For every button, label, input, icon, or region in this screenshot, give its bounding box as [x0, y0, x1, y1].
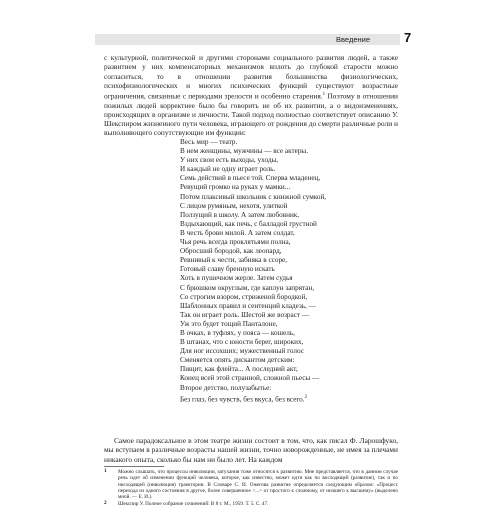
poem-line: В очках, в туфлях, у пояса — кошель,: [180, 328, 295, 337]
poem-line: Ревущий громко на руках у мамки...: [180, 183, 291, 192]
footnote-ref: 2: [304, 394, 308, 400]
poem-line: Готовый славу бренную искать: [180, 265, 275, 274]
page-number: 7: [404, 30, 412, 45]
main-text-block-2: [104, 436, 398, 464]
poem-line: Семь действий в пьесе той. Сперва младенец,: [180, 174, 321, 183]
poem-line: Чья речь всегда проклятьями полна,: [180, 238, 291, 247]
poem-line: Уж это будет тощий Панталоне,: [180, 319, 278, 328]
paragraph-text: с культурной, политической и другими сторонами социального развития людей, а также развитием у них компенсаторных механизмов вплоть до глубокой старости можно согласиться, то в отношении развития большинства физиологических, психофизиологических и многих психических функций существуют возрастные ограничения, связанные с периодами зрелости и особенно старения.: [104, 53, 398, 101]
paragraph: Самое парадоксальное в этом театре жизни состоит в том, что, как писал Ф. Ларошфуко, мы вступаем в различные возрасты нашей жизни, точно новорожденные, не имея за плечами никакого опыта, сколько бы нам ни было лет. На каждом: [104, 436, 398, 464]
running-header: [95, 34, 400, 45]
footnote-text: Шекспир У. Полное собрание сочинений: В 8 т. М., 1959. Т. 5. С. 47.: [118, 501, 269, 508]
footnote: [104, 469, 398, 500]
poem-line: Второе детство, полузабытье:: [180, 383, 272, 392]
poem-line: Конец всей этой странной, сложной пьесы —: [180, 374, 320, 383]
poem-line: И каждый не одну играет роль.: [180, 165, 276, 174]
poem-line: С лицом румяным, нехотя, улиткой: [180, 201, 288, 210]
poem-line: В нем женщины, мужчины — все актеры.: [180, 147, 309, 156]
poem-line: Пищит, как флейта... А последний акт,: [180, 365, 298, 374]
poem-line: Так он играет роль. Шестой же возраст —: [180, 310, 310, 319]
footnotes: [104, 469, 398, 509]
footnote-text: Можно слышать, что процессы инволюции, затухания тоже относятся к развитию. Мне представляется, что в данном случае речь идет об изменении функций человека, которое, как известно, может идти как по восходящей (развитие), так и по нисходящей (инволюция) траектории. В Словаре С. И. Ожегова развитие определяется следующим образом: «Процесс перехода из одного состояния в другое, более совершенное <...> от простого к сложному, от низшего к высшему» (выделено мной. — Е. И.).: [118, 469, 398, 501]
poem-line: Для ног иссохших; мужественный голос: [180, 347, 304, 356]
poem-line: Потом плаксивый школьник с книжной сумкой,: [180, 192, 327, 201]
poem-line: Без глаз, без чувств, без вкуса, без всего.$^2$: [180, 394, 308, 404]
poem-line: Ползущий в школу. А затем любовник,: [180, 210, 300, 219]
poem-line: С брюшком округлым, где каплун запрятан,: [180, 283, 315, 292]
poem-line: Вздыхающий, как печь, с балладой грустной: [180, 219, 317, 228]
poem-line: Весь мир — театр.: [180, 138, 238, 146]
poem-line: В честь брови милой. А затем солдат,: [180, 228, 295, 237]
poem-line: У них свои есть выходы, уходы,: [180, 156, 279, 165]
footnote: [104, 501, 398, 507]
main-text-block: [104, 53, 398, 138]
poem-quote: [180, 138, 400, 404]
poem-line: Обросший бородой, как леопард,: [180, 247, 282, 256]
footnote-divider: [104, 466, 164, 467]
section-title: Введение: [336, 35, 370, 44]
footnote-mark: 1: [104, 468, 107, 474]
footnote-mark: 2: [104, 500, 107, 507]
poem-line: Ревнивый к чести, забияка в ссоре,: [180, 256, 288, 265]
poem-line: Хоть в пушечном жерле. Затем судья: [180, 274, 293, 283]
poem-line: Шаблонных правил и сентенций кладезь, —: [180, 301, 316, 310]
poem-line: Сменяется опять дискантом детским:: [180, 356, 295, 365]
poem-line: Со строгим взором, стриженой бородкой,: [180, 292, 308, 301]
footnote-ref: 1: [322, 92, 326, 97]
paragraph-text-continued: Поэтому в отношении пожилых людей корректнее было бы говорить не об их развитии, а о видоизменениях, происходящих в организме и личности. Такой подход полностью соответствует описанию У. Шекспиром жизненного пути человека, играющего от рождения до смерти различные роли и выполняющего сопутствующие им функции:: [104, 91, 398, 138]
paragraph: [104, 53, 398, 138]
poem-line: В штанах, что с юности берег, широких,: [180, 338, 304, 347]
